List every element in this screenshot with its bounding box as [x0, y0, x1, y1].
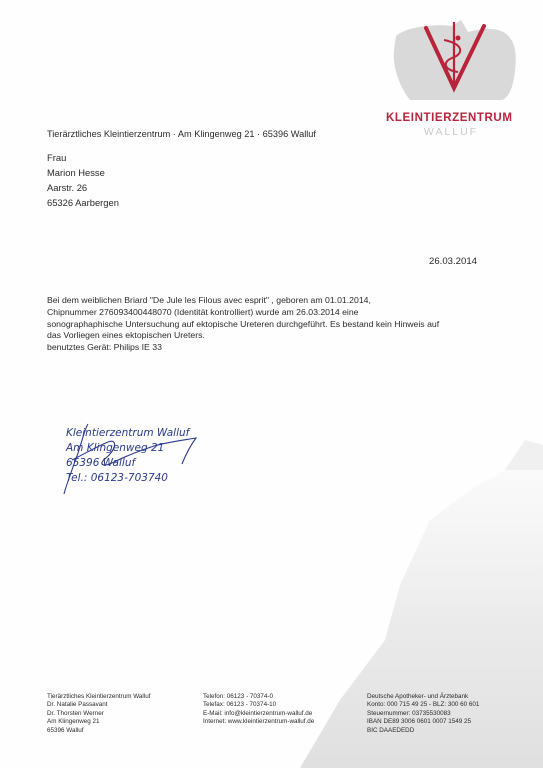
- footer-bank-info: [367, 693, 479, 735]
- brand-subtitle: WALLUF: [423, 126, 479, 138]
- footer-line: BIC DAAEDEDD: [367, 726, 415, 734]
- body-line: das Vorliegen eines ektopischen Ureters.: [47, 330, 205, 341]
- footer-line: Internet: www.kleintierzentrum-walluf.de: [203, 718, 315, 726]
- stamp-line: Tel.: 06123-703740: [66, 472, 168, 484]
- recipient-address: [47, 150, 119, 210]
- stamp-line: Am Klingenweg 21: [66, 442, 165, 454]
- sender-address-line: Tierärztliches Kleintierzentrum · Am Klingenweg 21 · 65396 Walluf: [47, 129, 316, 139]
- recipient-city: 65326 Aarbergen: [47, 197, 119, 208]
- letter-date: 26.03.2014: [429, 256, 478, 267]
- footer-clinic-info: [47, 693, 150, 735]
- body-line: Chipnummer 276093400448070 (Identität kontrolliert) wurde am 26.03.2014 eine: [47, 306, 359, 317]
- brand-name: KLEINTIERZENTRUM: [386, 112, 513, 124]
- recipient-salutation: Frau: [47, 152, 67, 163]
- footer-line: Steuernummer: 03735530083: [367, 709, 451, 717]
- letter-body: [47, 295, 507, 354]
- veterinary-caduceus-logo-icon: [386, 14, 526, 100]
- body-line: Bei dem weiblichen Briard "De Jule les Filous avec esprit" , geboren am 01.01.2014,: [47, 295, 371, 305]
- footer-line: Konto: 000 715 49 25 - BLZ: 300 60 601: [367, 701, 480, 709]
- footer-line: 65396 Walluf: [47, 726, 84, 734]
- footer-line: Telefax: 06123 - 70374-10: [203, 701, 277, 709]
- footer-line: Tierärztliches Kleintierzentrum Walluf: [47, 693, 151, 700]
- footer-line: Dr. Natalie Passavant: [47, 701, 108, 709]
- stamp-line: Kleintierzentrum Walluf: [66, 427, 190, 439]
- footer-line: E-Mail: info@kleintierzentrum-walluf.de: [203, 709, 313, 717]
- recipient-street: Aarstr. 26: [47, 182, 88, 193]
- footer-line: Am Klingenweg 21: [47, 718, 100, 726]
- recipient-name: Marion Hesse: [47, 167, 105, 178]
- footer-contact-info: [203, 693, 314, 727]
- footer-line: Dr. Thorsten Werner: [47, 709, 104, 717]
- body-line: benutztes Gerät: Philips IE 33: [47, 342, 162, 353]
- footer-line: Deutsche Apotheker- und Ärztebank: [367, 693, 469, 700]
- footer-line: IBAN DE89 3006 0601 0007 1549 25: [367, 718, 471, 726]
- footer-line: Telefon: 06123 - 70374-0: [203, 693, 274, 700]
- handwritten-signature-icon: [58, 420, 218, 500]
- body-line: sonographaphische Untersuchung auf ektopische Ureteren durchgeführt. Es bestand kein Hinweis auf: [47, 318, 440, 329]
- stamp-line: 65396 Walluf: [66, 457, 136, 469]
